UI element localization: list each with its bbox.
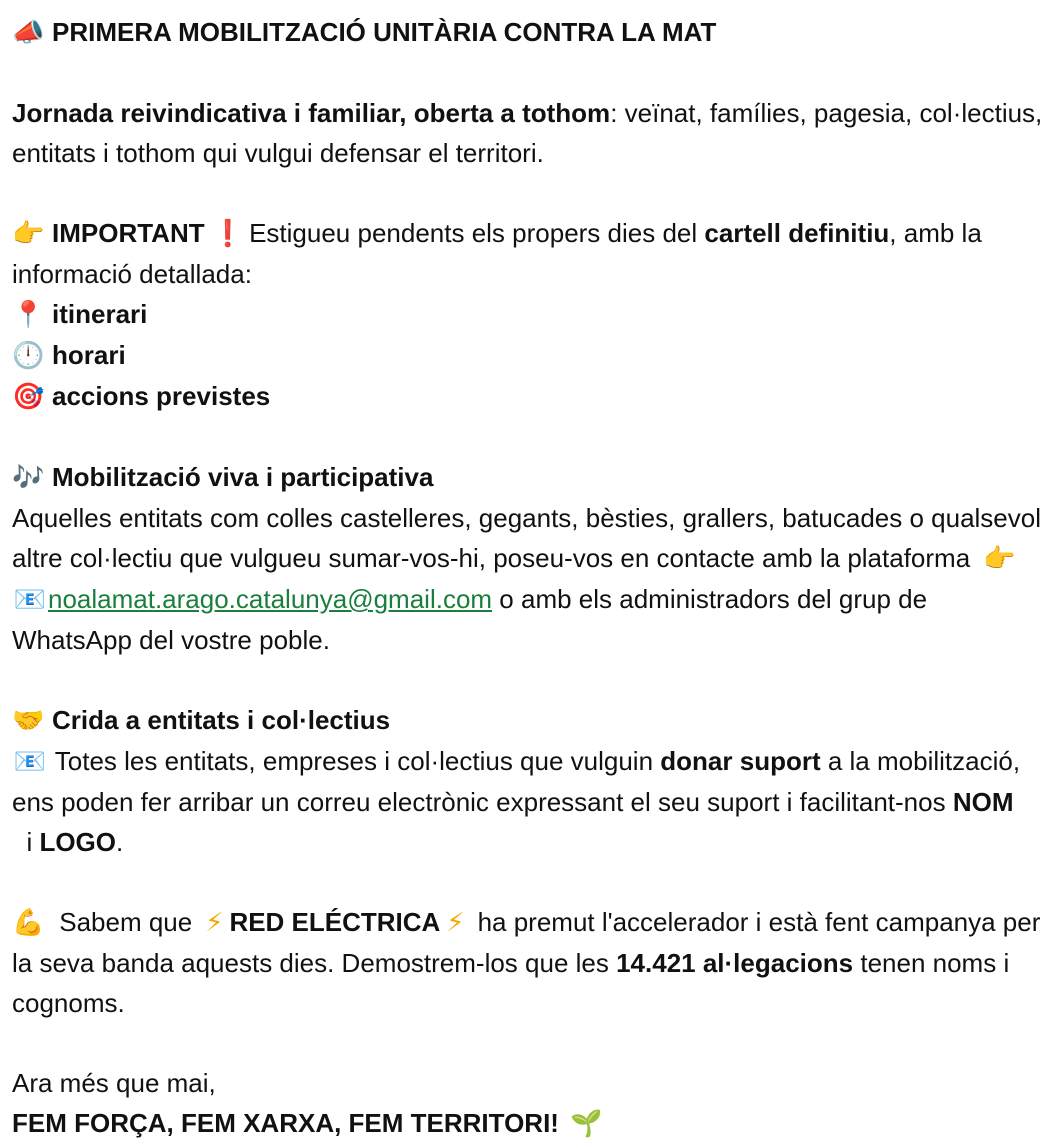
exclamation-icon: ❗ (211, 219, 245, 249)
target-icon: 🎯 (12, 382, 45, 412)
call-text-before: Totes les entitats, empreses i col·lectius que vulguin (48, 746, 661, 776)
important-label: IMPORTANT (52, 218, 205, 248)
list-item-label: accions previstes (52, 381, 271, 411)
pointing-hand-icon: 👉 (983, 544, 1016, 574)
email-icon: 📧 (13, 585, 47, 615)
red-bold: RED ELÉCTRICA (229, 907, 441, 937)
list-item (12, 294, 1048, 335)
participation-heading (12, 457, 1048, 498)
participation-heading-text: Mobilització viva i participativa (52, 462, 434, 492)
red-text-middle: ha premut l'accelerador i està fent campanya per la seva banda aquests dies. Demostrem-los que les (12, 907, 1041, 978)
flexed-biceps-icon: 💪 (12, 908, 45, 938)
title-text: PRIMERA MOBILITZACIÓ UNITÀRIA CONTRA LA MAT (52, 17, 717, 47)
pointing-hand-icon: 👉 (12, 219, 45, 249)
call-end: . (116, 827, 124, 857)
clock-icon: 🕛 (12, 341, 45, 371)
megaphone-icon: 📣 (12, 18, 45, 48)
call-logo: LOGO (39, 827, 117, 857)
list-item-label: itinerari (52, 299, 148, 329)
closing-slogan: FEM FORÇA, FEM XARXA, FEM TERRITORI! (12, 1108, 559, 1138)
call-bold: donar suport (660, 746, 821, 776)
important-bold: cartell definitiu (704, 218, 890, 248)
closing-line-1: Ara més que mai, (12, 1068, 216, 1098)
music-notes-icon: 🎶 (12, 463, 45, 493)
closing-line-2 (12, 1103, 1048, 1144)
pin-icon: 📍 (12, 300, 45, 330)
call-paragraph (12, 741, 1048, 862)
important-list (12, 294, 1048, 417)
participation-paragraph (12, 498, 1048, 660)
important-text-after: , amb la informació detallada: (12, 218, 982, 289)
seedling-icon: 🌱 (570, 1109, 603, 1139)
intro-text: : veïnat, famílies, pagesia, col·lectius, entitats i tothom qui vulgui defensar el territori. (12, 98, 1043, 168)
red-text-before: Sabem que (52, 907, 200, 937)
participation-text-before: Aquelles entitats com colles castelleres, gegants, bèsties, grallers, batucades o qualsevol altre col·lectiu que vulgueu sumar-vos-hi, poseu-vos en contacte amb la plataforma (12, 503, 1042, 573)
lightning-icon: ⚡ (205, 908, 224, 938)
call-heading-text: Crida a entitats i col·lectius (52, 705, 391, 735)
call-and: i (12, 827, 40, 857)
intro-bold: Jornada reivindicativa i familiar, oberta a tothom (12, 98, 611, 128)
red-count: 14.421 al·legacions (616, 948, 854, 978)
call-heading (12, 700, 1048, 741)
call-text-middle: a la mobilització, ens poden fer arribar un correu electrònic expressant el seu suport i facilitant-nos (12, 746, 1021, 817)
call-nom: NOM (952, 787, 1014, 817)
intro-paragraph (12, 93, 1048, 173)
list-item-label: horari (52, 340, 126, 370)
red-paragraph (12, 902, 1048, 1023)
handshake-icon: 🤝 (12, 706, 45, 736)
red-text-after: tenen noms i cognoms. (12, 948, 1010, 1018)
list-item (12, 376, 1048, 417)
list-item (12, 335, 1048, 376)
email-link[interactable]: noalamat.arago.catalunya@gmail.com (48, 584, 493, 614)
message-body (12, 12, 1048, 1144)
important-paragraph (12, 213, 1048, 294)
lightning-icon: ⚡ (446, 908, 465, 938)
message-title (12, 12, 1048, 53)
important-text-before: Estigueu pendents els propers dies del (241, 218, 705, 248)
email-icon: 📧 (13, 747, 47, 777)
participation-text-after: o amb els administradors del grup de WhatsApp del vostre poble. (12, 584, 928, 655)
